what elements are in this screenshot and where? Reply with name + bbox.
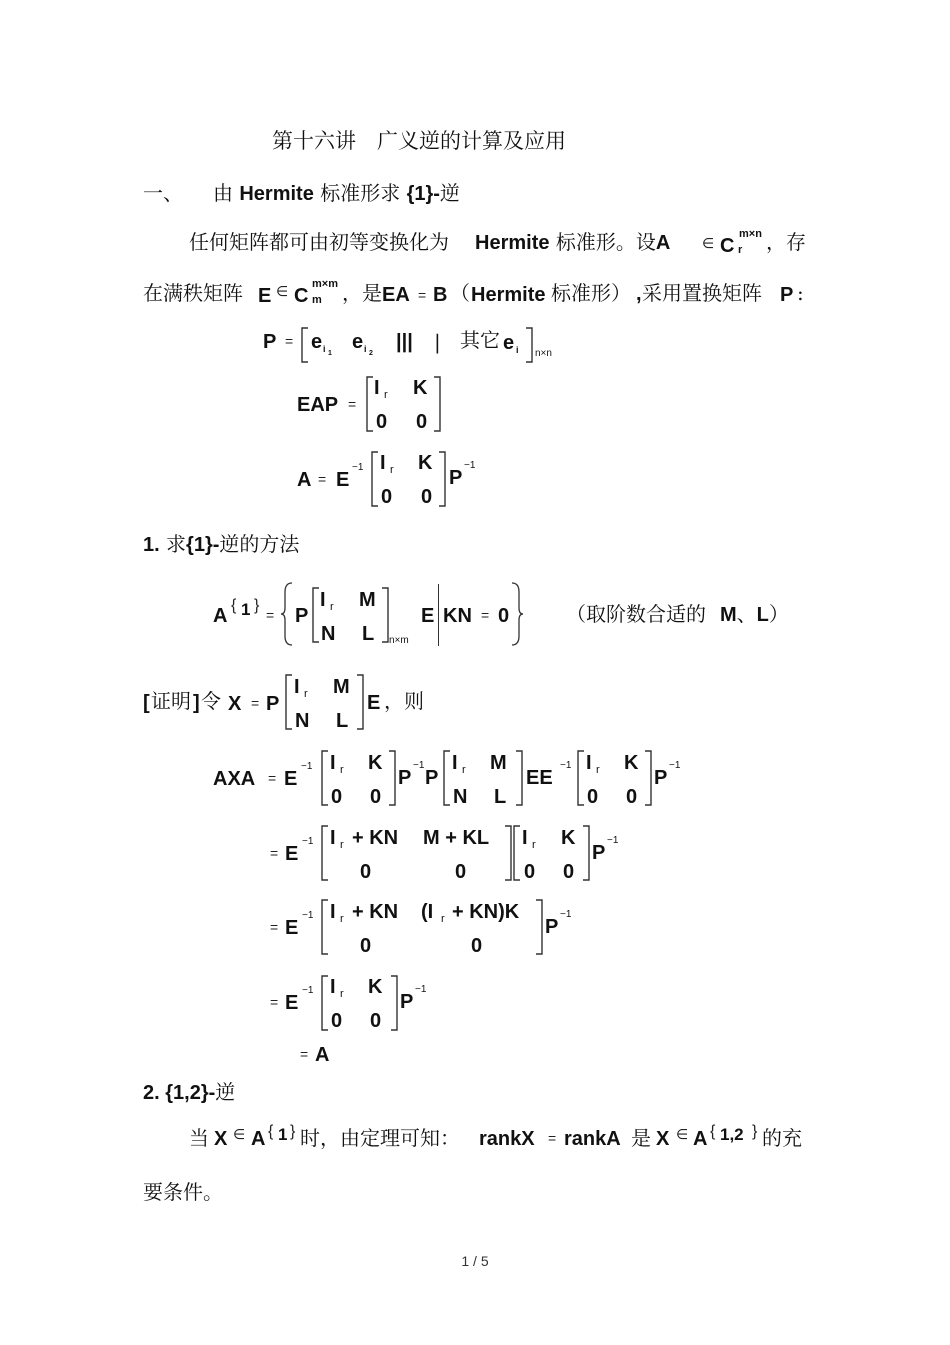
right-bracket [581, 825, 591, 881]
eq-symbol: = [300, 1046, 309, 1062]
heading-bold: Hermite [239, 183, 314, 205]
bracket-close: ] [193, 692, 200, 714]
text-bold: 2. {1,2}- [143, 1082, 216, 1104]
size-label: n×m [389, 635, 409, 646]
symbol-A: A [315, 1044, 330, 1066]
text: （取阶数合适的 [566, 602, 706, 626]
comma: , [636, 283, 642, 305]
subscript: r [330, 601, 334, 613]
eq-P-lhs: P [263, 331, 277, 353]
text: 要条件。 [143, 1180, 223, 1204]
subscript: r [340, 839, 344, 851]
symbol-A: A [251, 1128, 266, 1150]
text: 当 [189, 1126, 209, 1150]
superscript: −1 [415, 984, 427, 995]
superscript: −1 [302, 910, 314, 921]
matrix-0: 0 [331, 1010, 343, 1032]
matrix-I: I [374, 377, 380, 399]
text: 其它 [460, 328, 500, 352]
superscript: m×m [312, 278, 338, 290]
rankX: rankX [479, 1128, 535, 1150]
symbol-E: E [367, 692, 381, 714]
eq-symbol: = [481, 607, 490, 623]
subscript: r [596, 764, 600, 776]
subscript: r [304, 688, 308, 700]
text: 逆 [215, 1080, 236, 1104]
matrix-N: N [321, 623, 336, 645]
matrix-I: I [522, 827, 528, 849]
text: 是 [631, 1126, 651, 1150]
symbol-A: A [655, 232, 671, 254]
left-bracket [512, 825, 522, 881]
zero: 0 [498, 605, 510, 627]
right-brace [510, 582, 524, 646]
subscript: r [532, 839, 536, 851]
symbol-X: X [656, 1128, 670, 1150]
subscript: m [312, 294, 322, 306]
matrix-0: 0 [455, 861, 467, 883]
matrix-I: I [330, 827, 336, 849]
symbol-E: E [285, 917, 299, 939]
superscript: −1 [302, 985, 314, 996]
lbrace: { [231, 597, 237, 614]
right-bracket [437, 451, 447, 507]
left-bracket [320, 825, 330, 881]
superscript: −1 [352, 462, 364, 473]
one-two: 1,2 [720, 1125, 744, 1144]
cell-IKN: + KN [352, 827, 399, 849]
eq-symbol: = [285, 333, 294, 349]
bar: | [434, 330, 441, 354]
eq-symbol: = [268, 770, 277, 786]
matrix-I: I [452, 752, 458, 774]
page-title: 第十六讲 广义逆的计算及应用 [272, 129, 566, 153]
text-bold: Hermite [475, 232, 550, 254]
text: 采用置换矩阵 [642, 281, 762, 305]
matrix-0: 0 [370, 1010, 382, 1032]
matrix-0: 0 [626, 786, 638, 808]
left-bracket [576, 750, 586, 806]
superscript: −1 [464, 460, 476, 471]
eq-symbol: = [266, 607, 275, 623]
in-symbol: ∈ [276, 283, 289, 299]
e-i: e [503, 332, 515, 354]
left-bracket [320, 899, 330, 955]
eq-symbol: = [418, 287, 427, 303]
right-bracket [355, 674, 365, 730]
subscript: r [462, 764, 466, 776]
rbrace: } [254, 597, 260, 614]
rbrace: } [290, 1123, 296, 1140]
section-heading [143, 183, 460, 204]
subscript: i [364, 344, 367, 354]
matrix-I: I [320, 589, 326, 611]
matrix-M: M [333, 676, 350, 698]
symbol-E: E [285, 992, 299, 1014]
matrix-0: 0 [331, 786, 343, 808]
right-bracket [432, 376, 442, 432]
superscript: −1 [607, 835, 619, 846]
matrix-L: L [336, 710, 349, 732]
eq-symbol: = [270, 919, 279, 935]
left-brace [280, 582, 294, 646]
section-number: 一、 [143, 181, 183, 205]
one: 1 [241, 600, 251, 619]
step1-heading [143, 534, 299, 555]
text: 的充 [762, 1126, 802, 1150]
symbol-M: M [720, 604, 737, 626]
eq-symbol: = [318, 471, 327, 487]
eq-EAP-lhs: EAP [297, 394, 339, 416]
subscript: r [390, 464, 394, 476]
in-symbol: ∈ [233, 1126, 246, 1142]
text: ，则 [384, 689, 424, 713]
symbol-EE: EE [526, 767, 553, 789]
symbol-E: E [284, 768, 298, 790]
text-bold: {1}- [186, 534, 220, 556]
matrix-I: I [330, 976, 336, 998]
matrix-N: N [453, 786, 468, 808]
superscript: m×n [739, 228, 762, 240]
text: ，存 [766, 230, 806, 254]
matrix-I: I [586, 752, 592, 774]
superscript: −1 [302, 836, 314, 847]
symbol-P: P [654, 767, 668, 789]
KN: KN [443, 605, 472, 627]
text: 求 [166, 532, 187, 556]
text: ） [768, 602, 789, 626]
matrix-0: 0 [563, 861, 575, 883]
text: 标准形） [551, 281, 631, 305]
matrix-0: 0 [370, 786, 382, 808]
symbol-P: P [400, 991, 414, 1013]
text: 令 [201, 689, 221, 713]
eq-symbol: = [348, 396, 357, 412]
step-number: 1. [143, 534, 160, 556]
step2-heading [143, 1082, 235, 1103]
symbol-P: P [592, 842, 606, 864]
symbol-P: P [398, 767, 412, 789]
e-i2: e [352, 331, 364, 353]
lbrace: { [710, 1123, 716, 1140]
heading-text: 由 [213, 181, 240, 205]
eq-symbol: = [251, 695, 260, 711]
matrix-0: 0 [421, 486, 433, 508]
matrix-I: I [380, 452, 386, 474]
symbol-L: L [756, 604, 769, 626]
cell-IKN: + KN [352, 901, 399, 923]
text-bold: Hermite [471, 284, 546, 306]
symbol-P: P [425, 767, 439, 789]
superscript: −1 [560, 909, 572, 920]
eq-A-lhs: A [297, 469, 312, 491]
text: 标准形。设 [555, 230, 656, 254]
matrix-0: 0 [471, 935, 483, 957]
matrix-L: L [362, 623, 375, 645]
matrix-0: 0 [381, 486, 393, 508]
matrix-M: M [359, 589, 376, 611]
left-bracket [320, 750, 330, 806]
AXA-lhs: AXA [213, 768, 256, 790]
in-symbol: ∈ [676, 1126, 689, 1142]
text: ，是 [342, 281, 382, 305]
matrix-K: K [368, 976, 383, 998]
symbol-E: E [336, 469, 350, 491]
heading-text-2: 标准形求 [313, 181, 407, 205]
colon: : [797, 281, 804, 305]
subscript: i [323, 344, 326, 354]
left-bracket [300, 327, 310, 363]
symbol-A: A [693, 1128, 708, 1150]
symbol-E: E [285, 843, 299, 865]
right-bracket [514, 750, 524, 806]
symbol-P: P [266, 693, 280, 715]
symbol-EA: EA [382, 284, 410, 306]
matrix-0: 0 [360, 861, 372, 883]
text: 、 [736, 602, 757, 626]
matrix-0: 0 [524, 861, 536, 883]
matrix-0: 0 [376, 411, 388, 433]
text: 在满秩矩阵 [143, 281, 243, 305]
one: 1 [278, 1125, 288, 1144]
matrix-K: K [561, 827, 576, 849]
symbol-X: X [228, 693, 242, 715]
subscript: r [441, 913, 445, 925]
eq-symbol: = [270, 845, 279, 861]
left-bracket [370, 451, 380, 507]
rankA: rankA [564, 1128, 621, 1150]
subscript: r [738, 244, 743, 256]
matrix-I: I [330, 901, 336, 923]
symbol-C: C [720, 235, 735, 257]
superscript: −1 [413, 760, 425, 771]
bracket-open: [ [143, 692, 150, 714]
subscript: r [340, 764, 344, 776]
text: 任何矩阵都可由初等变换化为 [189, 230, 449, 254]
symbol-X: X [214, 1128, 228, 1150]
size-label: n×n [535, 348, 552, 359]
left-bracket [284, 674, 294, 730]
superscript: −1 [301, 761, 313, 772]
superscript: −1 [560, 760, 572, 771]
note [566, 604, 789, 625]
subscript: r [340, 913, 344, 925]
symbol-P: P [295, 605, 309, 627]
dots: ||| [396, 331, 413, 353]
superscript: −1 [669, 760, 681, 771]
symbol-E: E [258, 285, 272, 307]
subscript: 1 [328, 350, 332, 357]
matrix-K: K [418, 452, 433, 474]
matrix-N: N [295, 710, 310, 732]
matrix-K: K [624, 752, 639, 774]
cell-paren-2: + KN)K [452, 901, 520, 923]
cell-paren: (I [421, 901, 434, 923]
paren: （ [450, 281, 470, 305]
text: 逆的方法 [219, 532, 300, 556]
eq-symbol: = [270, 994, 279, 1010]
right-bracket [643, 750, 653, 806]
e-i1: e [311, 331, 323, 353]
matrix-K: K [413, 377, 428, 399]
symbol-P: P [545, 916, 559, 938]
eq-symbol: = [548, 1130, 557, 1146]
divider-bar [438, 584, 439, 646]
symbol-C: C [294, 285, 309, 307]
text: 时，由定理可知： [300, 1126, 460, 1150]
symbol-E: E [421, 605, 435, 627]
heading-bold-2: {1}- [406, 183, 440, 205]
matrix-I: I [330, 752, 336, 774]
page-number: 1 / 5 [461, 1253, 489, 1269]
matrix-0: 0 [416, 411, 428, 433]
subscript: 2 [369, 350, 373, 357]
text: 证明 [151, 689, 191, 713]
in-symbol: ∈ [702, 235, 715, 251]
right-bracket [524, 327, 534, 363]
subscript: r [340, 988, 344, 1000]
matrix-I: I [294, 676, 300, 698]
left-bracket [320, 975, 330, 1031]
symbol-P: P [780, 284, 794, 306]
right-bracket [389, 975, 399, 1031]
matrix-K: K [368, 752, 383, 774]
left-bracket [442, 750, 452, 806]
lbrace: { [268, 1123, 274, 1140]
rbrace: } [752, 1123, 758, 1140]
subscript: i [516, 345, 519, 355]
right-bracket [534, 899, 544, 955]
right-bracket [387, 750, 397, 806]
subscript: r [384, 389, 388, 401]
matrix-L: L [494, 786, 507, 808]
para1-line1 [189, 232, 670, 253]
symbol-A: A [213, 605, 228, 627]
matrix-0: 0 [360, 935, 372, 957]
symbol-P: P [449, 467, 463, 489]
matrix-0: 0 [587, 786, 599, 808]
symbol-B: B [433, 284, 448, 306]
matrix-M: M [490, 752, 507, 774]
cell-MKL: M + KL [423, 827, 490, 849]
heading-suffix: 逆 [439, 181, 460, 205]
